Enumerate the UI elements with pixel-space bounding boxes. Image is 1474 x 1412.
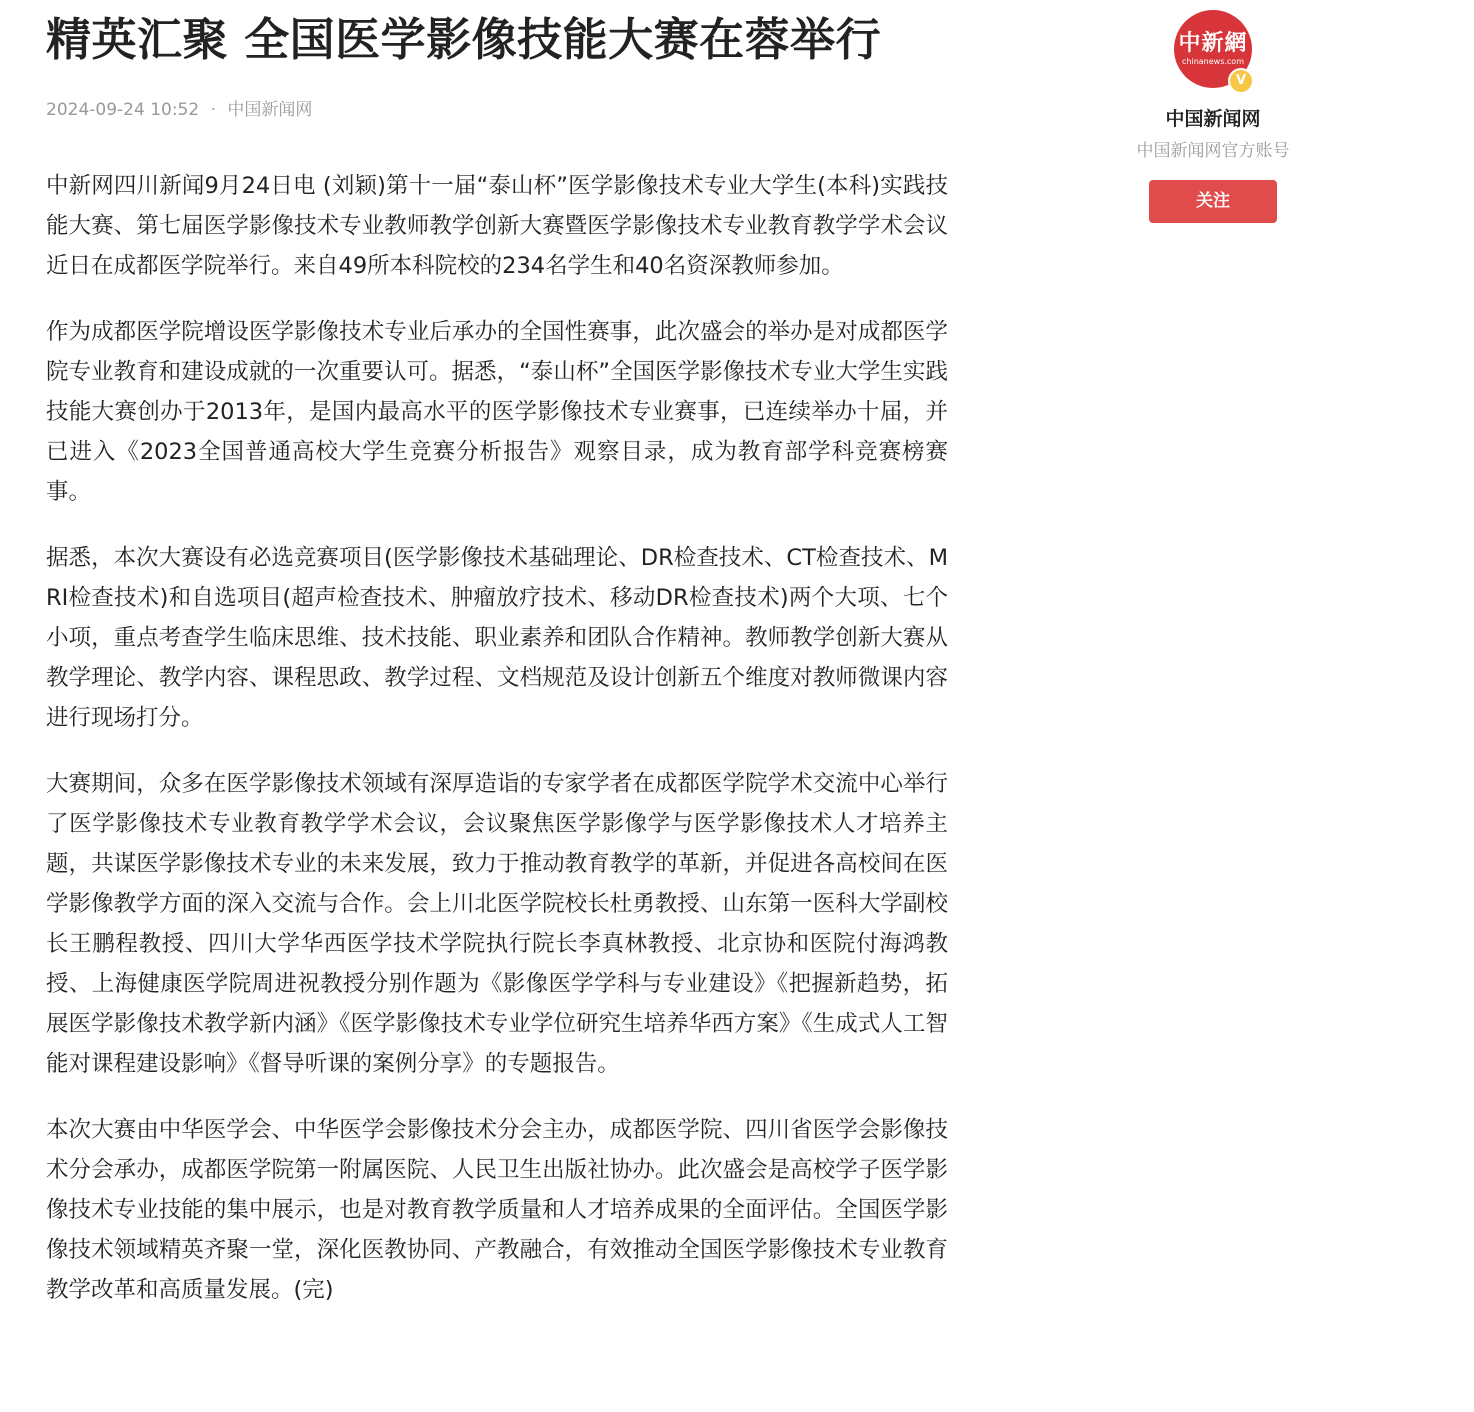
author-name[interactable]: 中国新闻网 — [1165, 108, 1261, 130]
avatar-logo-text: 中新網 — [1178, 30, 1248, 56]
follow-button[interactable]: 关注 — [1149, 180, 1277, 223]
avatar-logo-domain: chinanews.com — [1182, 57, 1244, 66]
article-title: 精英汇聚 全国医学影像技能大赛在蓉举行 — [46, 13, 882, 66]
article — [46, 0, 948, 1336]
author-description: 中国新闻网官方账号 — [1136, 141, 1290, 161]
article-paragraph-2: 作为成都医学院增设医学影像技术专业后承办的全国性赛事，此次盛会的举办是对成都医学院专业教育和建设成就的一次重要认可。据悉，“泰山杯”全国医学影像技术专业大学生实践技能大赛创办于2013年，是国内最高水平的医学影像技术专业赛事，已连续举办十届，并已进入《2023全国普通高校大学生竞赛分析报告》观察目录，成为教育部学科竞赛榜赛事。 — [46, 319, 948, 505]
verified-badge-icon: V — [1228, 68, 1254, 94]
article-source: 中国新闻网 — [227, 100, 313, 120]
article-paragraph-3: 据悉，本次大赛设有必选竞赛项目(医学影像技术基础理论、DR检查技术、CT检查技术、MRI检查技术)和自选项目(超声检查技术、肿瘤放疗技术、移动DR检查技术)两个大项、七个小项，重点考查学生临床思维、技术技能、职业素养和团队合作精神。教师教学创新大赛从教学理论、教学内容、课程思政、教学过程、文档规范及设计创新五个维度对教师微课内容进行现场打分。 — [46, 545, 948, 731]
article-meta — [46, 98, 948, 122]
publish-datetime: 2024-09-24 10:52 — [46, 100, 200, 120]
author-avatar[interactable] — [1174, 10, 1252, 88]
article-body — [46, 166, 948, 1310]
meta-separator: · — [210, 100, 217, 120]
article-paragraph-5: 本次大赛由中华医学会、中华医学会影像技术分会主办，成都医学院、四川省医学会影像技术分会承办，成都医学院第一附属医院、人民卫生出版社协办。此次盛会是高校学子医学影像技术专业技能的集中展示，也是对教育教学质量和人才培养成果的全面评估。全国医学影像技术领域精英齐聚一堂，深化医教协同、产教融合，有效推动全国医学影像技术专业教育教学改革和高质量发展。(完) — [46, 1117, 948, 1303]
article-paragraph-4: 大赛期间，众多在医学影像技术领域有深厚造诣的专家学者在成都医学院学术交流中心举行了医学影像技术专业教育教学学术会议，会议聚焦医学影像学与医学影像技术人才培养主题，共谋医学影像技术专业的未来发展，致力于推动教育教学的革新，并促进各高校间在医学影像教学方面的深入交流与合作。会上川北医学院校长杜勇教授、山东第一医科大学副校长王鹏程教授、四川大学华西医学技术学院执行院长李真林教授、北京协和医院付海鸿教授、上海健康医学院周进祝教授分别作题为《影像医学学科与专业建设》《把握新趋势，拓展医学影像技术教学新内涵》《医学影像技术专业学位研究生培养华西方案》《生成式人工智能对课程建设影响》《督导听课的案例分享》的专题报告。 — [46, 771, 948, 1077]
article-paragraph-1: 中新网四川新闻9月24日电 (刘颖)第十一届“泰山杯”医学影像技术专业大学生(本科)实践技能大赛、第七届医学影像技术专业教师教学创新大赛暨医学影像技术专业教育教学学术会议近日在成都医学院举行。来自49所本科院校的234名学生和40名资深教师参加。 — [46, 173, 948, 279]
author-panel — [1100, 10, 1326, 223]
